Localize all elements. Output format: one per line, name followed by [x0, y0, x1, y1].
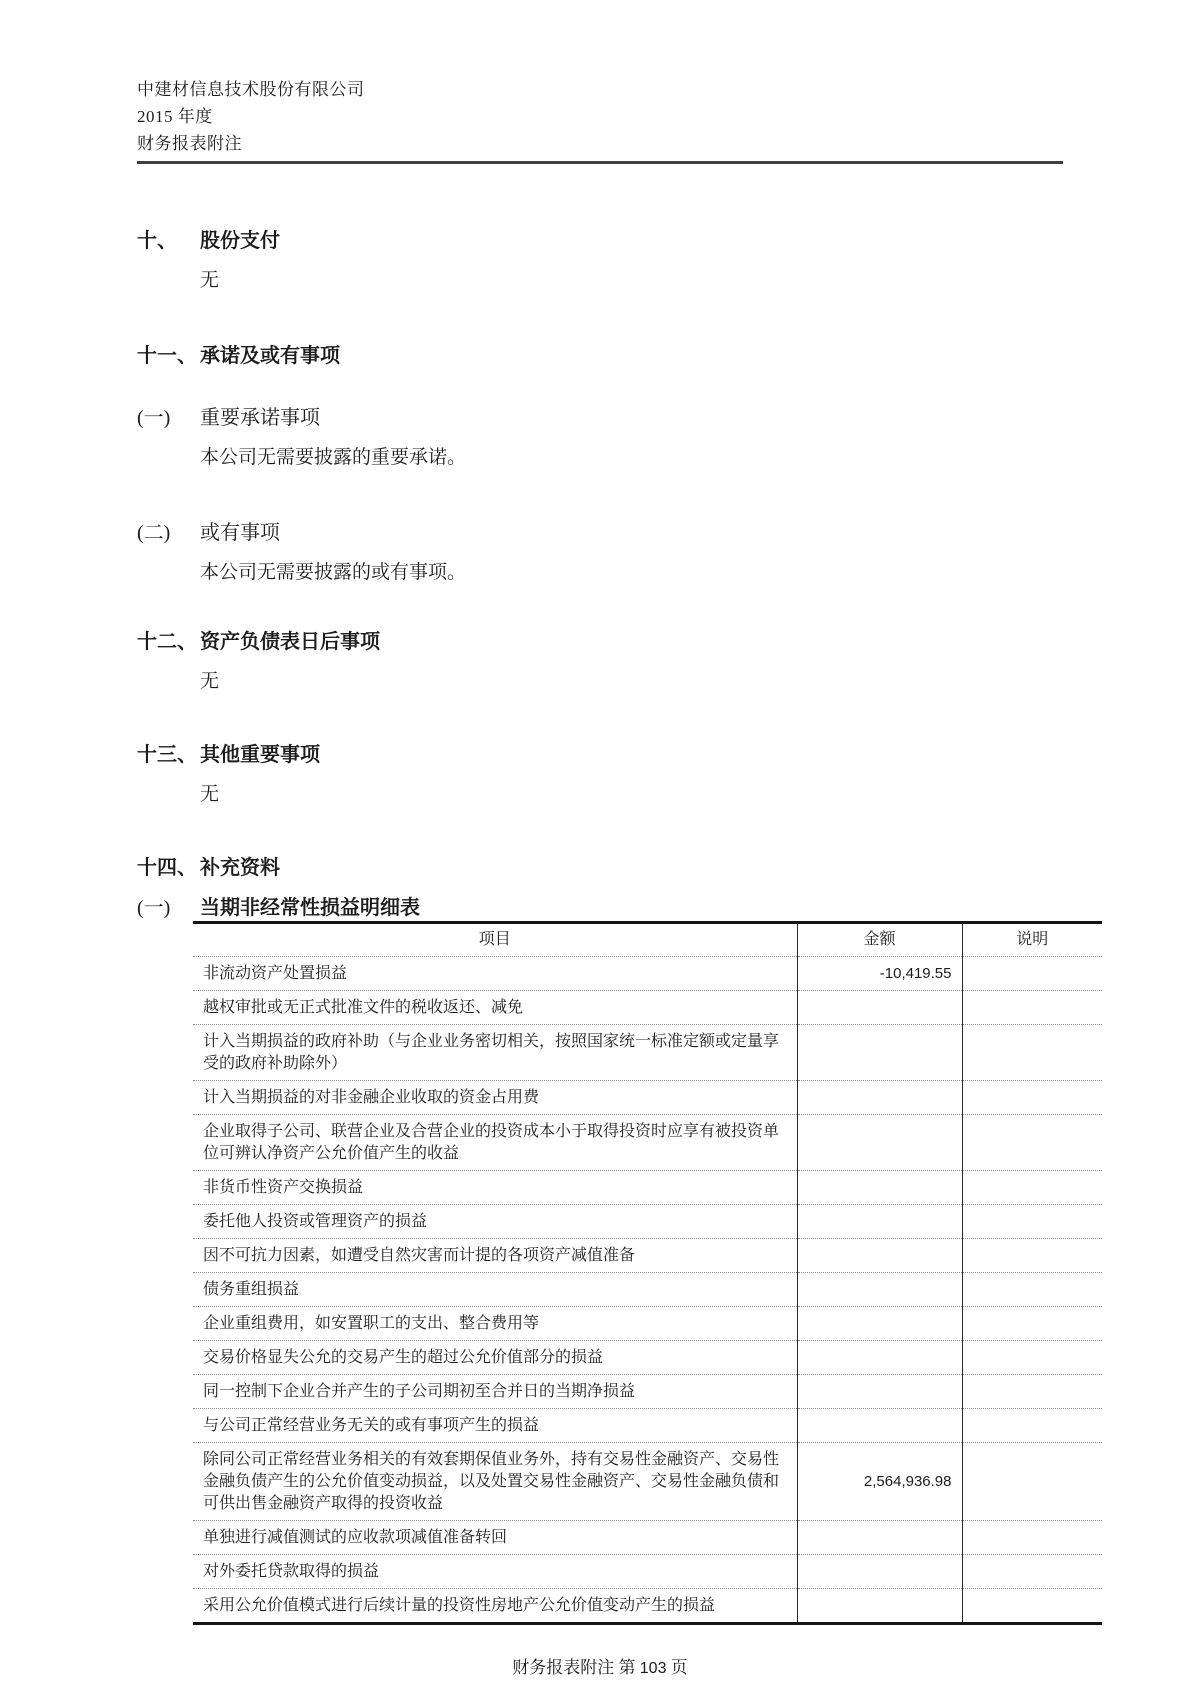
note-cell: [962, 1555, 1102, 1589]
amount-cell: [797, 1307, 962, 1341]
table-row: [193, 1273, 1102, 1307]
amount-cell: [797, 1081, 962, 1115]
note-cell: [962, 1443, 1102, 1521]
note-cell: [962, 1409, 1102, 1443]
section-11-number: 十一、: [137, 345, 197, 367]
section-14-number: 十四、: [137, 857, 197, 879]
page-footer: [137, 1653, 1063, 1678]
section-14-1-title: 当期非经常性损益明细表: [200, 897, 420, 919]
column-header-amount: 金额: [797, 923, 962, 957]
document-header: [137, 76, 1063, 164]
section-13-number: 十三、: [137, 744, 197, 766]
note-cell: [962, 1375, 1102, 1409]
item-cell: 单独进行减值测试的应收款项减值准备转回: [193, 1521, 797, 1555]
non-recurring-gains-table-body: [193, 957, 1102, 1624]
table-row: [193, 1555, 1102, 1589]
column-header-item: 项目: [193, 923, 797, 957]
note-cell: [962, 1081, 1102, 1115]
amount-cell: [797, 1239, 962, 1273]
table-row: [193, 957, 1102, 991]
note-cell: [962, 957, 1102, 991]
amount-cell: [797, 1589, 962, 1624]
section-12-body: 无: [200, 671, 220, 692]
note-cell: [962, 1521, 1102, 1555]
amount-cell: [797, 1025, 962, 1081]
section-11-2-body: 本公司无需要披露的或有事项。: [200, 562, 467, 583]
table-row: [193, 1115, 1102, 1171]
item-cell: 非流动资产处置损益: [193, 957, 797, 991]
column-header-note: 说明: [962, 923, 1102, 957]
section-11-1-title: 重要承诺事项: [200, 407, 320, 429]
table-row: [193, 1205, 1102, 1239]
note-cell: [962, 1205, 1102, 1239]
amount-cell: [797, 1521, 962, 1555]
section-11-1-body: 本公司无需要披露的重要承诺。: [200, 447, 467, 468]
item-cell: 委托他人投资或管理资产的损益: [193, 1205, 797, 1239]
section-12-number: 十二、: [137, 631, 197, 653]
table-row: [193, 991, 1102, 1025]
note-cell: [962, 1239, 1102, 1273]
item-cell: 因不可抗力因素，如遭受自然灾害而计提的各项资产减值准备: [193, 1239, 797, 1273]
table-row: [193, 1025, 1102, 1081]
amount-cell: -10,419.55: [797, 957, 962, 991]
section-11-2-title: 或有事项: [200, 522, 280, 544]
section-14-1-number: (一): [137, 897, 171, 919]
section-12-heading: [137, 629, 1063, 655]
company-name: 中建材信息技术股份有限公司: [137, 80, 365, 99]
footer-page-number: 103: [639, 1660, 667, 1677]
item-cell: 与公司正常经营业务无关的或有事项产生的损益: [193, 1409, 797, 1443]
section-11-2-number: (二): [137, 522, 171, 544]
non-recurring-gains-table: [193, 921, 1102, 1625]
item-cell: 除同公司正常经营业务相关的有效套期保值业务外，持有交易性金融资产、交易性金融负债产生的公允价值变动损益，以及处置交易性金融资产、交易性金融负债和可供出售金融资产取得的投资收益: [193, 1443, 797, 1521]
item-cell: 同一控制下企业合并产生的子公司期初至合并日的当期净损益: [193, 1375, 797, 1409]
report-year: 2015 年度: [137, 107, 213, 126]
table-row: [193, 1589, 1102, 1624]
section-11-heading: [137, 343, 1063, 369]
section-14-title: 补充资料: [200, 857, 280, 879]
table-row: [193, 1521, 1102, 1555]
document-title: 财务报表附注: [137, 134, 242, 153]
amount-cell: 2,564,936.98: [797, 1443, 962, 1521]
item-cell: 计入当期损益的对非金融企业收取的资金占用费: [193, 1081, 797, 1115]
note-cell: [962, 1025, 1102, 1081]
note-cell: [962, 1171, 1102, 1205]
note-cell: [962, 991, 1102, 1025]
table-row: [193, 1443, 1102, 1521]
item-cell: 采用公允价值模式进行后续计量的投资性房地产公允价值变动产生的损益: [203, 1596, 716, 1614]
section-10-number: 十、: [137, 230, 177, 252]
item-cell: 对外委托贷款取得的损益: [193, 1555, 797, 1589]
footer-prefix: 财务报表附注 第: [512, 1658, 636, 1677]
amount-cell: [797, 991, 962, 1025]
item-cell: 计入当期损益的政府补助（与企业业务密切相关，按照国家统一标准定额或定量享受的政府补助除外）: [193, 1025, 797, 1081]
section-11-title: 承诺及或有事项: [200, 345, 340, 367]
amount-cell: [797, 1205, 962, 1239]
table-row: [193, 1239, 1102, 1273]
note-cell: [962, 1307, 1102, 1341]
section-10-heading: [137, 228, 1063, 254]
section-10-title: 股份支付: [200, 230, 280, 252]
note-cell: [962, 1273, 1102, 1307]
section-11-2-heading: [137, 520, 1063, 546]
note-cell: [962, 1589, 1102, 1624]
table-row: [193, 1171, 1102, 1205]
item-cell: 交易价格显失公允的交易产生的超过公允价值部分的损益: [193, 1341, 797, 1375]
item-cell: 越权审批或无正式批准文件的税收返还、减免: [193, 991, 797, 1025]
section-11-1-heading: [137, 405, 1063, 431]
amount-cell: [797, 1375, 962, 1409]
amount-cell: [797, 1555, 962, 1589]
amount-cell: [797, 1171, 962, 1205]
section-13-title: 其他重要事项: [200, 744, 320, 766]
table-header-row: [193, 923, 1102, 957]
table-row: [193, 1307, 1102, 1341]
item-cell: 非货币性资产交换损益: [193, 1171, 797, 1205]
section-13-heading: [137, 742, 1063, 768]
table-row: [193, 1375, 1102, 1409]
note-cell: [962, 1341, 1102, 1375]
table-row: [193, 1081, 1102, 1115]
item-cell: 企业重组费用，如安置职工的支出、整合费用等: [193, 1307, 797, 1341]
section-10-body: 无: [200, 270, 220, 291]
section-14-1-heading: [137, 895, 1063, 921]
amount-cell: [797, 1273, 962, 1307]
table-row: [193, 1341, 1102, 1375]
amount-cell: [797, 1115, 962, 1171]
section-12-title: 资产负债表日后事项: [200, 631, 380, 653]
section-13-body: 无: [200, 784, 220, 805]
amount-cell: [797, 1341, 962, 1375]
section-11-1-number: (一): [137, 407, 171, 429]
table-row: [193, 1409, 1102, 1443]
section-14-heading: [137, 855, 1063, 881]
amount-cell: [797, 1409, 962, 1443]
footer-suffix: 页: [670, 1658, 688, 1677]
item-cell: 企业取得子公司、联营企业及合营企业的投资成本小于取得投资时应享有被投资单位可辨认净资产公允价值产生的收益: [193, 1115, 797, 1171]
note-cell: [962, 1115, 1102, 1171]
item-cell: 债务重组损益: [193, 1273, 797, 1307]
